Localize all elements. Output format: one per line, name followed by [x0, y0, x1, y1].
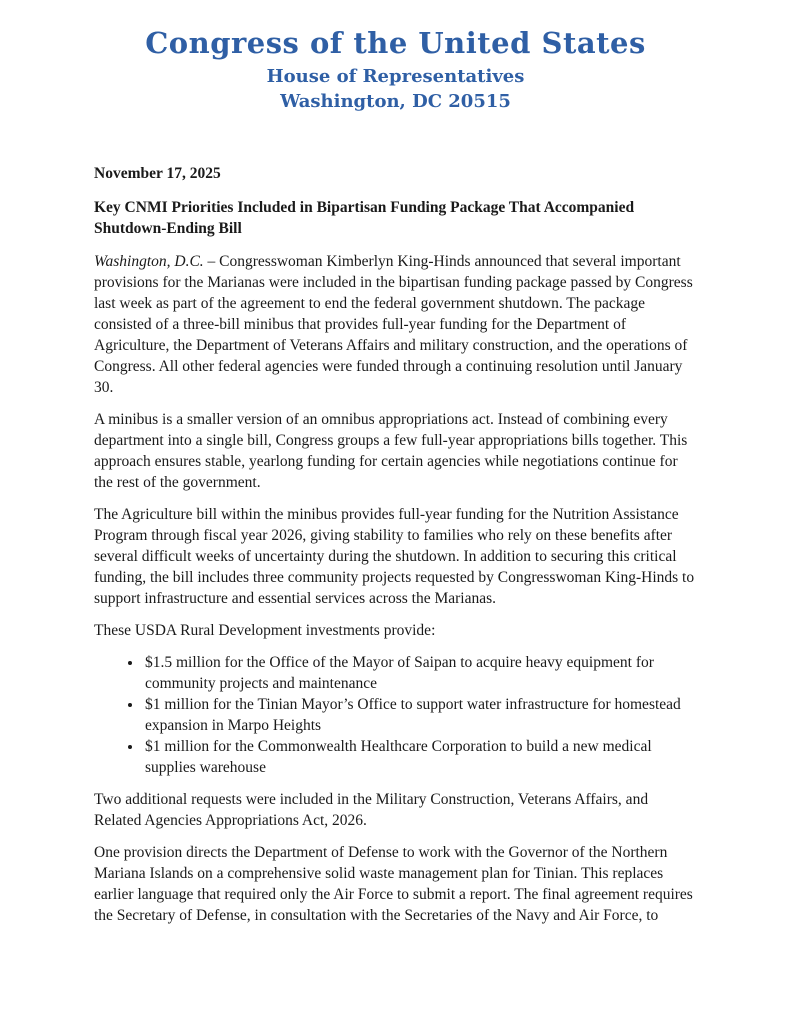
paragraph-announcement — [94, 251, 698, 398]
paragraph-additional-requests: Two additional requests were included in the Military Construction, Veterans Affairs, and Related Agencies Appropriations Act, 2026. — [94, 791, 649, 829]
letterhead — [0, 0, 791, 113]
list-intro: These USDA Rural Development investments provide: — [94, 622, 436, 639]
list-item-saipan-mayor: • $1.5 million for the Office of the Mayor of Saipan to acquire heavy equipment for community projects and maintenance — [143, 652, 698, 694]
date-line: November 17, 2025 — [94, 165, 221, 182]
list-item-healthcare-corp: • $1 million for the Commonwealth Healthcare Corporation to build a new medical supplies warehouse — [143, 736, 698, 778]
usda-investments-list — [94, 652, 698, 778]
letterhead-house-line: House of Representatives — [266, 66, 525, 87]
letterhead-congress-line: Congress of the United States — [145, 26, 646, 60]
paragraph-announcement-text: – Congresswoman Kimberlyn King-Hinds announced that several important provisions for the Marianas were included in the bipartisan funding package passed by Congress last week as part of the agreement to end the federal government shutdown. The package consisted of a three-bill minibus that provides full-year funding for the Department of Agriculture, the Department of Veterans Affairs and military construction, and the operations of Congress. All other federal agencies were funded through a continuing resolution until January 30. — [94, 253, 693, 396]
letterhead-address-line: Washington, DC 20515 — [280, 91, 511, 112]
list-item-tinian-mayor: • $1 million for the Tinian Mayor’s Office to support water infrastructure for homestead expansion in Marpo Heights — [143, 694, 698, 736]
headline: Key CNMI Priorities Included in Bipartisan Funding Package That Accompanied Shutdown-Ending Bill — [94, 199, 635, 237]
paragraph-agriculture-bill: The Agriculture bill within the minibus provides full-year funding for the Nutrition Assistance Program through fiscal year 2026, giving stability to families who rely on these benefits after several difficult weeks of uncertainty during the shutdown. In addition to securing this critical funding, the bill includes three community projects requested by Congresswoman King-Hinds to support infrastructure and essential services across the Marianas. — [94, 506, 695, 607]
document-body — [94, 163, 698, 926]
paragraph-minibus-explainer: A minibus is a smaller version of an omnibus appropriations act. Instead of combining every department into a single bill, Congress groups a few full-year appropriations bills together. This approach ensures stable, yearlong funding for certain agencies while negotiations continue for the rest of the government. — [94, 411, 688, 491]
dateline: Washington, D.C. — [94, 253, 204, 270]
paragraph-defense-provision: One provision directs the Department of Defense to work with the Governor of the Northern Mariana Islands on a comprehensive solid waste management plan for Tinian. This replaces earlier language that required only the Air Force to submit a report. The final agreement requires the Secretary of Defense, in consultation with the Secretaries of the Navy and Air Force, to — [94, 844, 693, 924]
